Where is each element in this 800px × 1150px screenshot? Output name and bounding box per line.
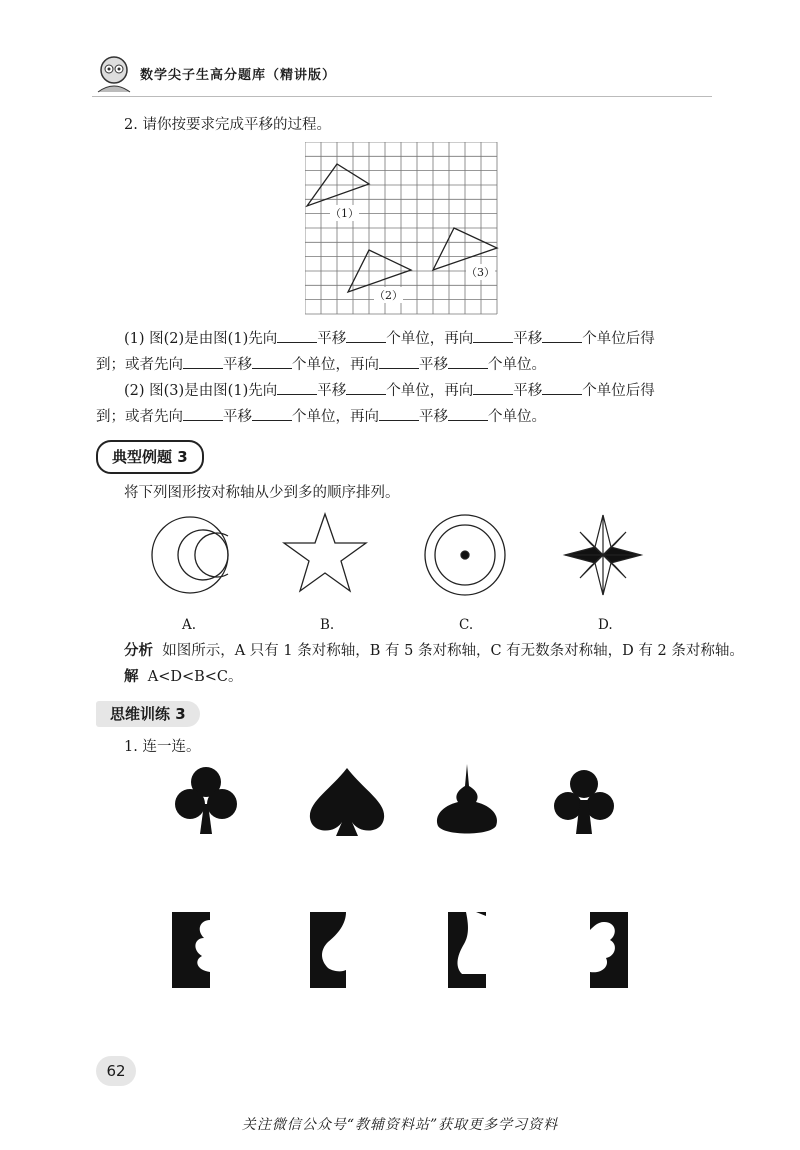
analysis-text: 如图所示，A 只有 1 条对称轴，B 有 5 条对称轴，C 有无数条对称轴，D 有 2 条对称轴。	[162, 643, 744, 659]
shape-a-crescent	[152, 517, 228, 593]
training-badge: 思维训练 3	[96, 701, 200, 727]
choice-d-label: D.	[598, 617, 613, 633]
page-number: 62	[96, 1056, 136, 1086]
analysis-line	[124, 638, 744, 664]
answer-blank[interactable]	[346, 328, 386, 343]
gourd-shape	[437, 764, 497, 834]
sub2-line1: (2) 图(3)是由图(1)先向 平移 个单位，再向 平移 个单位后得	[124, 378, 655, 404]
shape-d-compass	[565, 515, 641, 595]
mascot-logo	[92, 52, 136, 96]
answer-blank[interactable]	[277, 380, 317, 395]
top-shapes-row	[170, 760, 650, 840]
answer-blank[interactable]	[473, 328, 513, 343]
spade-shape	[310, 768, 384, 836]
answer-blank[interactable]	[542, 328, 582, 343]
example-prompt: 将下列图形按对称轴从少到多的顺序排列。	[124, 485, 400, 501]
answer-blank[interactable]	[346, 380, 386, 395]
footer-note: 关注微信公众号“教辅资料站”获取更多学习资料	[241, 1117, 559, 1133]
answer-blank[interactable]	[542, 380, 582, 395]
answer-blank[interactable]	[379, 354, 419, 369]
answer-blank[interactable]	[277, 328, 317, 343]
answer-blank[interactable]	[252, 354, 292, 369]
half-shape-3	[448, 912, 486, 988]
solution-label: 解	[124, 669, 139, 685]
answer-blank[interactable]	[252, 406, 292, 421]
answer-blank[interactable]	[183, 406, 223, 421]
sub1-line1: (1) 图(2)是由图(1)先向 平移 个单位，再向 平移 个单位后得	[124, 326, 655, 352]
example-badge: 典型例题 3	[96, 440, 204, 474]
sub1-line2: 到；或者先向 平移 个单位，再向 平移 个单位。	[96, 352, 546, 378]
choice-b-label: B.	[320, 617, 335, 633]
sub2-line2: 到；或者先向 平移 个单位，再向 平移 个单位。	[96, 404, 546, 430]
fig-label-3: （3）	[466, 266, 495, 279]
header-divider	[92, 96, 712, 97]
choice-a-label: A.	[182, 617, 197, 633]
trefoil-shape	[175, 767, 237, 834]
training-q1-title: 1. 连一连。	[124, 739, 201, 755]
club-shape	[554, 770, 614, 834]
analysis-label: 分析	[124, 643, 153, 659]
q2-title: 2. 请你按要求完成平移的过程。	[124, 117, 331, 133]
shape-b-star	[284, 514, 366, 591]
half-shapes-row	[170, 910, 640, 990]
answer-blank[interactable]	[183, 354, 223, 369]
answer-blank[interactable]	[448, 406, 488, 421]
book-title: 数学尖子生高分题库（精讲版）	[140, 68, 337, 83]
answer-blank[interactable]	[473, 380, 513, 395]
fig-label-2: （2）	[374, 289, 403, 302]
shape-c-concentric	[425, 515, 505, 595]
fig-label-1: （1）	[330, 207, 359, 220]
half-shape-2	[310, 912, 346, 988]
solution-line	[124, 664, 243, 690]
symmetry-shapes	[150, 510, 650, 610]
solution-text: A<D<B<C。	[147, 669, 243, 685]
half-shape-1	[172, 912, 210, 988]
choice-c-label: C.	[459, 617, 474, 633]
half-shape-4	[590, 912, 628, 988]
answer-blank[interactable]	[379, 406, 419, 421]
answer-blank[interactable]	[448, 354, 488, 369]
